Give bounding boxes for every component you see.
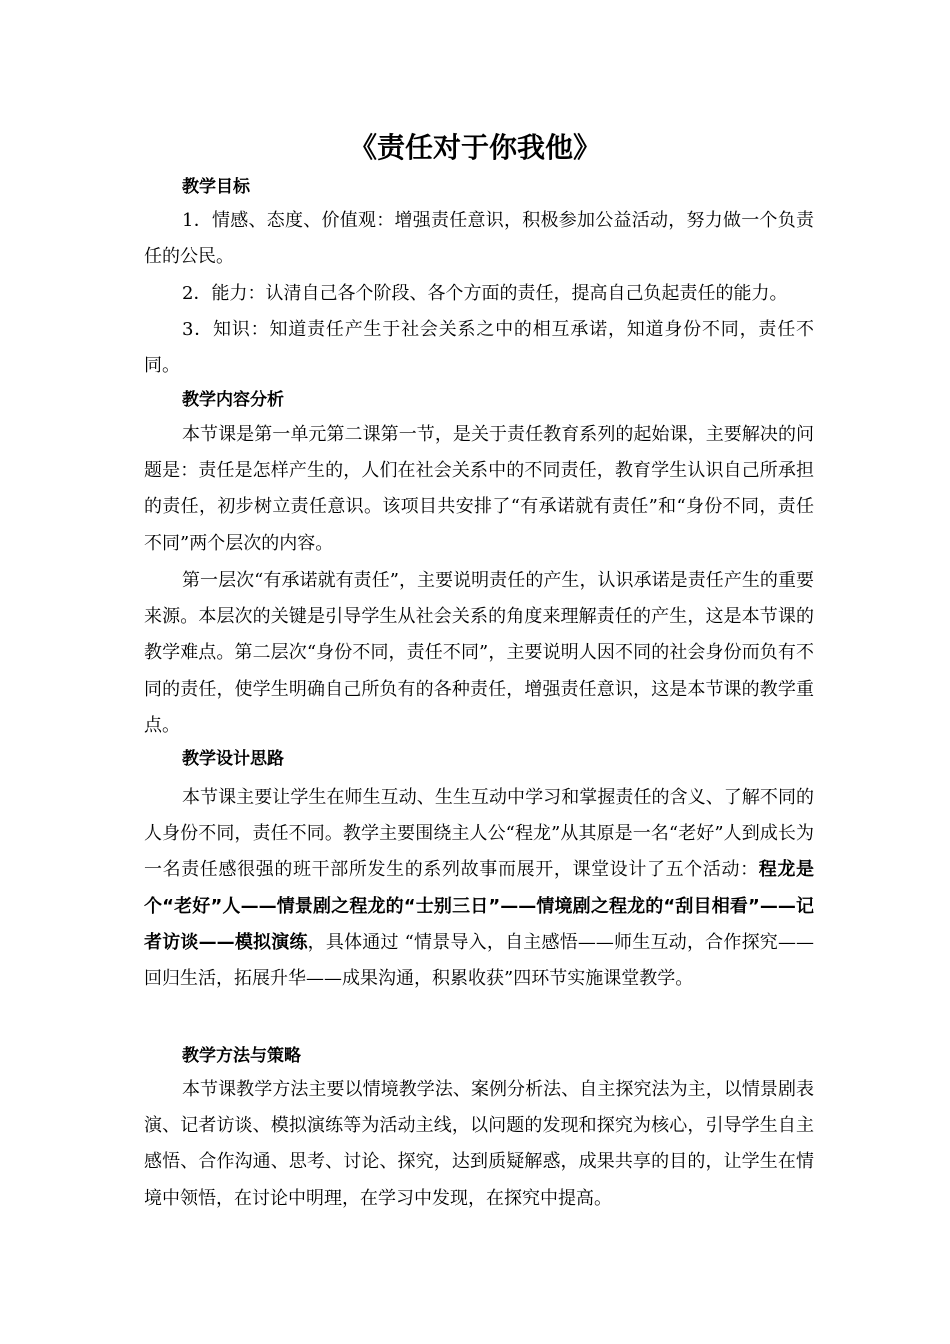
design-approach-paragraph [144,780,814,997]
section-heading-content-analysis: 教学内容分析 [182,390,284,410]
design-text-before: 本节课主要让学生在师生互动、生生互动中学习和掌握责任的含义、了解不同的人身份不同，责任不同。教学主要围绕主人公“程龙”从其原是一名“老好”人到成长为一名责任感很强的班干部所发生的系列故事而展开，课堂设计了五个活动： [144,787,814,881]
design-activities-bold: 程龙是个“老好”人——情景剧之程龙的“士别三日”——情境剧之程龙的“刮目相看”——记者访谈——模拟演练 [144,859,815,953]
content-analysis-paragraph: 本节课是第一单元第二课第一节，是关于责任教育系列的起始课，主要解决的问题是：责任是怎样产生的，人们在社会关系中的不同责任，教育学生认识自己所承担的责任，初步树立责任意识。该项目共安排了“有承诺就有责任”和“身份不同，责任不同”两个层次的内容。 [144,424,814,554]
objective-paragraph: 2．能力：认清自己各个阶段、各个方面的责任，提高自己负起责任的能力。 [182,283,788,304]
section-heading-teaching-objectives: 教学目标 [182,177,250,197]
section-heading-methods-strategies: 教学方法与策略 [182,1046,301,1066]
objective-paragraph: 3．知识：知道责任产生于社会关系之中的相互承诺，知道身份不同，责任不同。 [144,319,814,377]
content-analysis-paragraph: 第一层次“有承诺就有责任”，主要说明责任的产生，认识承诺是责任产生的重要来源。本层次的关键是引导学生从社会关系的角度来理解责任的产生，这是本节课的教学难点。第二层次“身份不同，责任不同”，主要说明人因不同的社会身份而负有不同的责任，使学生明确自己所负有的各种责任，增强责任意识，这是本节课的教学重点。 [144,570,814,736]
document-title: 《责任对于你我他》 [348,131,601,164]
section-heading-design-approach: 教学设计思路 [182,749,284,769]
methods-paragraph: 本节课教学方法主要以情境教学法、案例分析法、自主探究法为主，以情景剧表演、记者访谈、模拟演练等为活动主线，以问题的发现和探究为核心，引导学生自主感悟、合作沟通、思考、讨论、探究，达到质疑解惑，成果共享的目的，让学生在情境中领悟，在讨论中明理，在学习中发现，在探究中提高。 [144,1079,814,1209]
objective-paragraph: 1．情感、态度、价值观：增强责任意识，积极参加公益活动，努力做一个负责任的公民。 [144,210,814,268]
design-text-after: ，具体通过 “情景导入，自主感悟——师生互动，合作探究——回归生活，拓展升华——成果沟通，积累收获”四环节实施课堂教学。 [144,931,815,990]
